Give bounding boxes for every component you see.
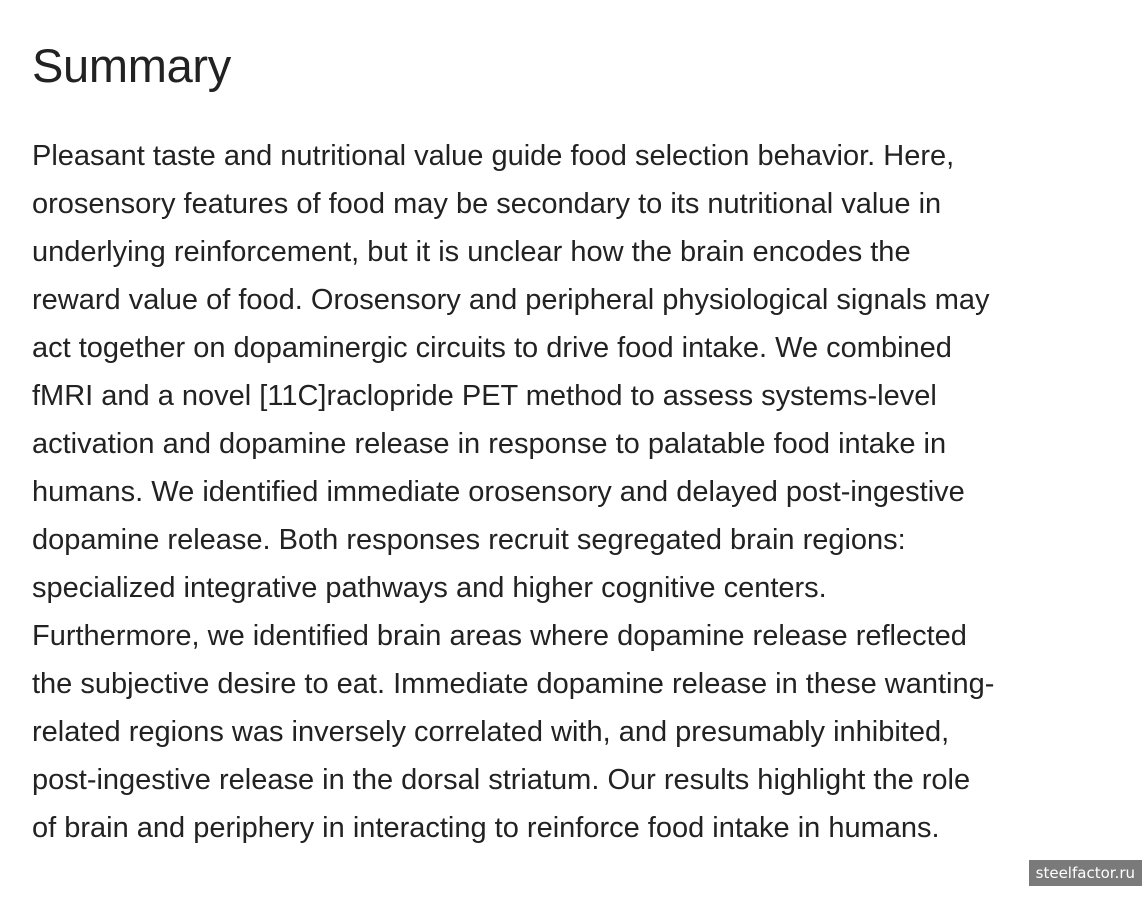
summary-line: underlying reinforcement, but it is unclear how the brain encodes the [32, 236, 911, 268]
document-content [32, 38, 1112, 852]
summary-line: specialized integrative pathways and higher cognitive centers. [32, 572, 827, 604]
summary-line: dopamine release. Both responses recruit segregated brain regions: [32, 524, 906, 556]
summary-line: of brain and periphery in interacting to reinforce food intake in humans. [32, 812, 940, 844]
summary-line: humans. We identified immediate orosensory and delayed post-ingestive [32, 476, 965, 508]
summary-line: related regions was inversely correlated with, and presumably inhibited, [32, 716, 950, 748]
watermark-label: steelfactor.ru [1029, 860, 1142, 886]
summary-line: the subjective desire to eat. Immediate dopamine release in these wanting- [32, 668, 995, 700]
summary-line: post-ingestive release in the dorsal striatum. Our results highlight the role [32, 764, 971, 796]
section-title: Summary [32, 39, 231, 92]
summary-line: activation and dopamine release in response to palatable food intake in [32, 428, 947, 460]
summary-line: reward value of food. Orosensory and peripheral physiological signals may [32, 284, 990, 316]
summary-line: fMRI and a novel [11C]raclopride PET method to assess systems-level [32, 380, 937, 412]
summary-paragraph [32, 132, 1112, 852]
summary-line: Pleasant taste and nutritional value guide food selection behavior. Here, [32, 140, 955, 172]
summary-line: orosensory features of food may be secondary to its nutritional value in [32, 188, 942, 220]
summary-line: act together on dopaminergic circuits to drive food intake. We combined [32, 332, 952, 364]
summary-line: Furthermore, we identified brain areas where dopamine release reflected [32, 620, 967, 652]
